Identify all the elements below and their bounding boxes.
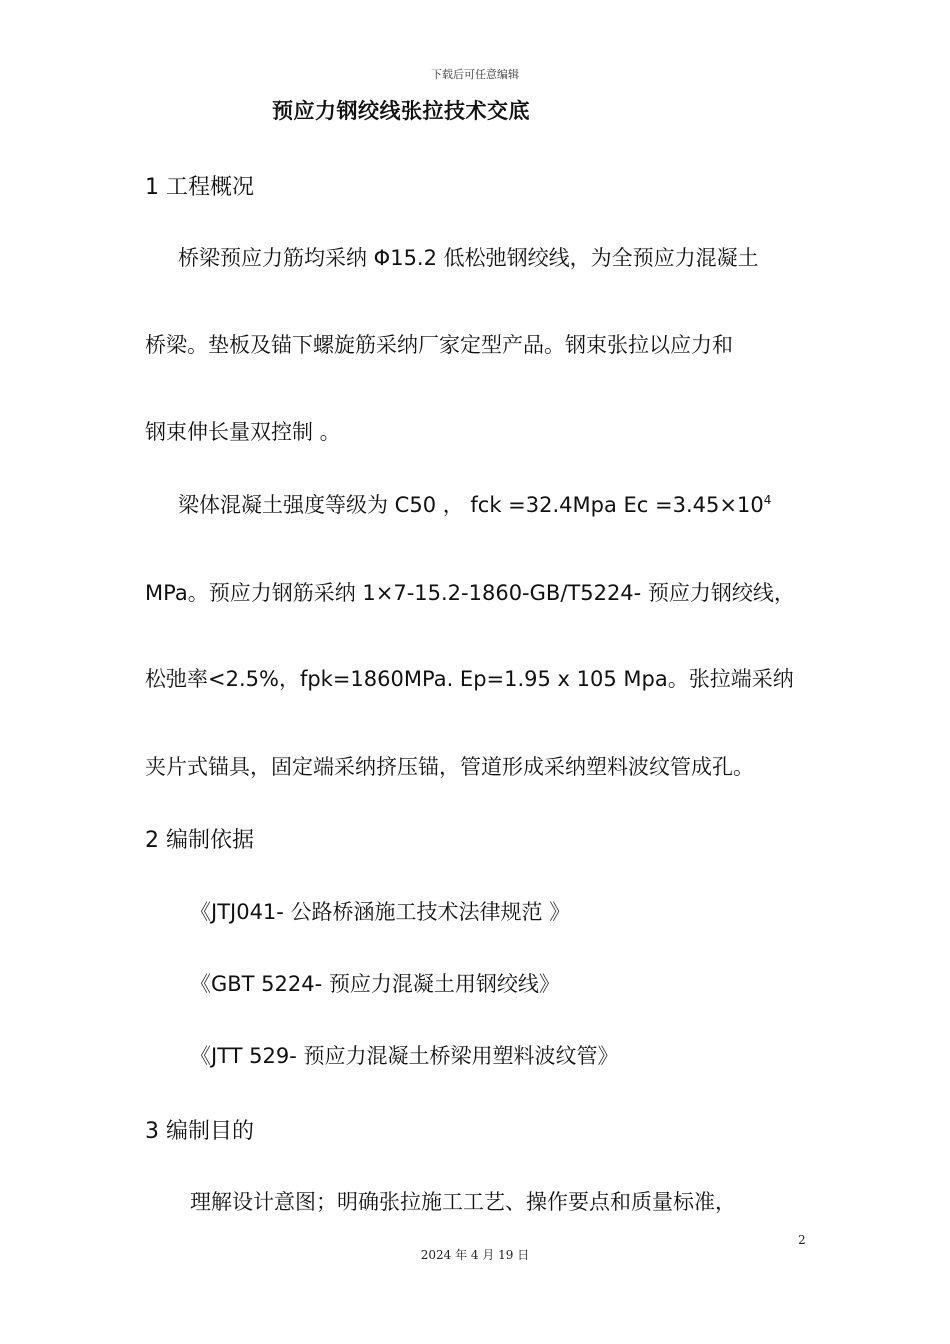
section-heading-2: 2 编制依据 — [145, 828, 254, 853]
paragraph-line: 桥梁预应力筋均采纳 Φ15.2 低松弛钢绞线，为全预应力混凝土 — [178, 246, 759, 270]
paragraph-line: MPa。预应力钢筋采纳 1×7-15.2-1860-GB/T5224- 预应力钢绞线， — [145, 581, 795, 605]
paragraph-line: 钢束伸长量双控制 。 — [145, 420, 341, 444]
paragraph-line: 桥梁。垫板及锚下螺旋筋采纳厂家定型产品。钢束张拉以应力和 — [145, 333, 733, 357]
reference-item: 《JTJ041- 公路桥涵施工技术法律规范 》 — [190, 900, 571, 924]
page-number: 2 — [798, 1233, 806, 1247]
reference-item: 《JTT 529- 预应力混凝土桥梁用塑料波纹管》 — [190, 1044, 619, 1068]
section-heading-1: 1 工程概况 — [145, 175, 254, 200]
exponent-superscript: 4 — [763, 493, 772, 507]
section-heading-3: 3 编制目的 — [145, 1119, 254, 1144]
reference-item: 《GBT 5224- 预应力混凝土用钢绞线》 — [190, 972, 560, 996]
paragraph-line: 夹片式锚具，固定端采纳挤压锚，管道形成采纳塑料波纹管成孔。 — [145, 755, 754, 779]
page-header: 下载后可任意编辑 — [431, 68, 519, 81]
footer-date: 2024 年 4 月 19 日 — [420, 1248, 530, 1262]
paragraph-line: 理解设计意图；明确张拉施工工艺、操作要点和质量标准， — [190, 1190, 736, 1214]
paragraph-line-with-superscript — [178, 489, 771, 519]
paragraph-line-text: 梁体混凝土强度等级为 C50 ， fck =32.4Mpa Ec =3.45×10 — [178, 493, 764, 517]
paragraph-line: 松弛率<2.5%，fpk=1860MPa. Ep=1.95 x 105 Mpa。张拉端采纳 — [145, 667, 794, 691]
document-title: 预应力钢绞线张拉技术交底 — [272, 99, 530, 123]
